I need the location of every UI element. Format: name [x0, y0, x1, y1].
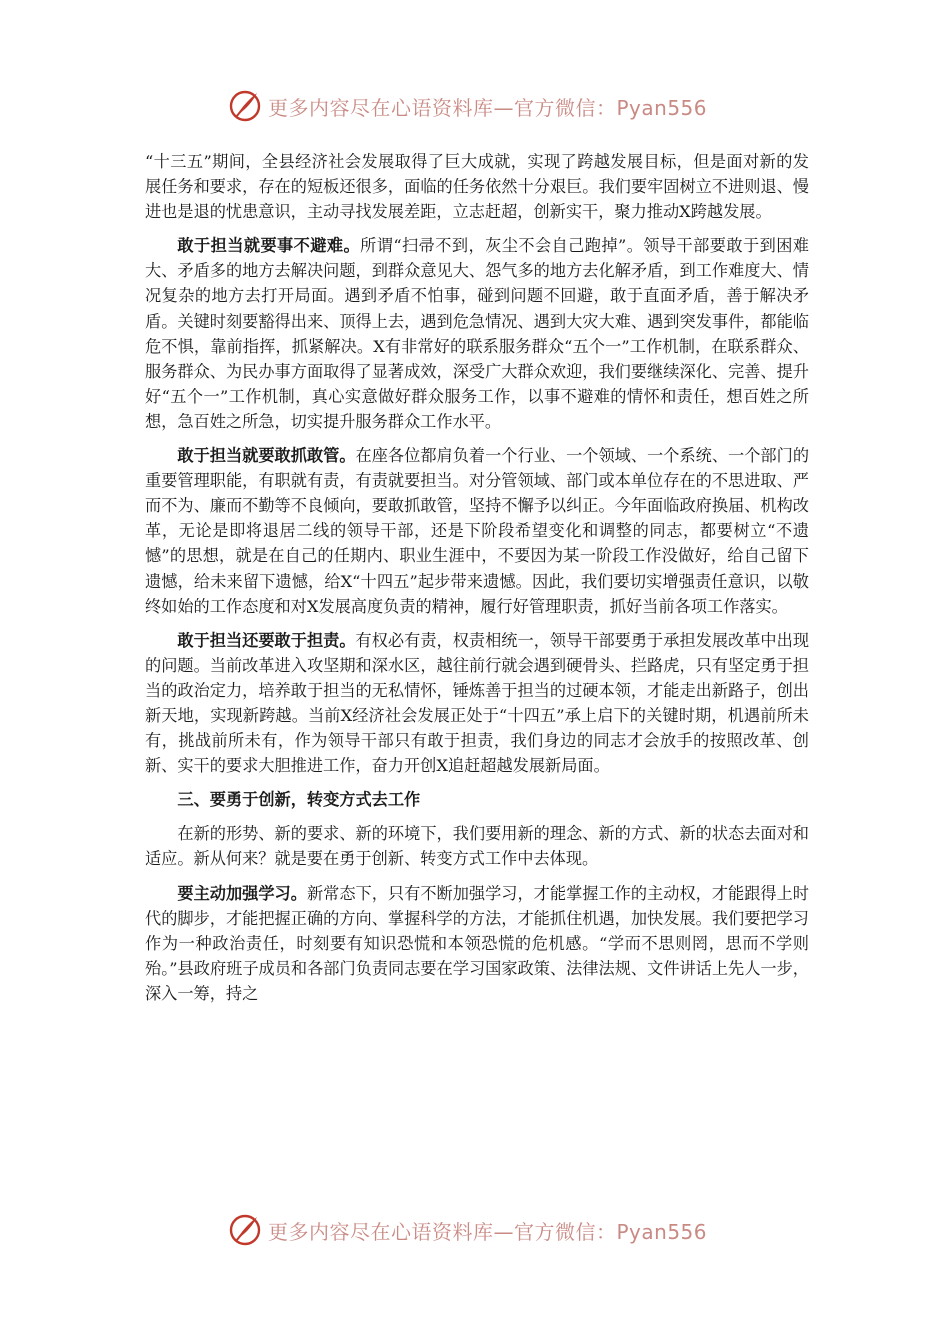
document-body: [145, 149, 809, 1015]
paragraph: 敢于担当还要敢于担责。有权必有责，权责相统一，领导干部要勇于承担发展改革中出现的问题。当前改革进入攻坚期和深水区，越往前行就会遇到硬骨头、拦路虎，只有坚定勇于担当的政治定力，培养敢于担当的无私情怀，锤炼善于担当的过硬本领，才能走出新路子，创出新天地，实现新跨越。当前X经济社会发展正处于“十四五”承上启下的关键时期，机遇前所未有，挑战前所未有，作为领导干部只有敢于担责，我们身边的同志才会放手的按照改革、创新、实干的要求大胆推进工作，奋力开创X追赶超越发展新局面。: [145, 630, 810, 776]
watermark-text: 更多内容尽在心语资料库—官方微信：Pyan556: [268, 1219, 708, 1244]
paragraph: “十三五”期间，全县经济社会发展取得了巨大成就，实现了跨越发展目标，但是面对新的发展任务和要求，存在的短板还很多，面临的任务依然十分艰巨。我们要牢固树立不进则退、慢进也是退的忧患意识，主动寻找发展差距，立志赶超，创新实干，聚力推动X跨越发展。: [145, 152, 809, 222]
paragraph-lead: 敢于担当还要敢于担责。: [177, 630, 356, 650]
quill-logo-icon: [228, 1213, 262, 1247]
paragraph-lead: 敢于担当就要事不避难。: [177, 236, 361, 256]
paragraph: 敢于担当就要事不避难。所谓“扫帚不到，灰尘不会自己跑掉”。领导干部要敢于到困难大、矛盾多的地方去解决问题，到群众意见大、怨气多的地方去化解矛盾，到工作难度大、情况复杂的地方去打开局面。遇到矛盾不怕事，碰到问题不回避，敢于直面矛盾，善于解决矛盾。关键时刻要豁得出来、顶得上去，遇到危急情况、遇到大灾大难、遇到突发事件，都能临危不惧，靠前指挥，抓紧解决。X有非常好的联系服务群众“五个一”工作机制，在联系群众、服务群众、为民办事方面取得了显著成效，深受广大群众欢迎，我们要继续深化、完善、提升好“五个一”工作机制，真心实意做好群众服务工作，以事不避难的情怀和责任，想百姓之所想，急百姓之所急，切实提升服务群众工作水平。: [145, 236, 809, 431]
paragraph: 在新的形势、新的要求、新的环境下，我们要用新的理念、新的方式、新的状态去面对和适应。新从何来？就是要在勇于创新、转变方式工作中去体现。: [145, 824, 809, 869]
paragraph: 要主动加强学习。新常态下，只有不断加强学习，才能掌握工作的主动权，才能跟得上时代的脚步，才能把握正确的方向、掌握科学的方法，才能抓住机遇，加快发展。我们要把学习作为一种政治责任，时刻要有知识恐慌和本领恐慌的危机感。“学而不思则罔，思而不学则殆。”县政府班子成员和各部门负责同志要在学习国家政策、法律法规、文件讲话上先人一步，深入一筹，持之: [145, 883, 809, 1003]
paragraph-lead: 敢于担当就要敢抓敢管。: [177, 446, 356, 466]
header-watermark: [228, 88, 728, 124]
watermark-text: 更多内容尽在心语资料库—官方微信：Pyan556: [268, 95, 708, 120]
quill-logo-icon: [228, 89, 262, 123]
paragraph-lead: 要主动加强学习。: [177, 883, 307, 903]
footer-watermark: [228, 1212, 728, 1248]
paragraph: 敢于担当就要敢抓敢管。在座各位都肩负着一个行业、一个领域、一个系统、一个部门的重要管理职能，有职就有责，有责就要担当。对分管领域、部门或本单位存在的不思进取、严而不为、廉而不勤等不良倾向，要敢抓敢管，坚持不懈予以纠正。今年面临政府换届、机构改革，无论是即将退居二线的领导干部，还是下阶段希望变化和调整的同志，都要树立“不遗憾”的思想，就是在自己的任期内、职业生涯中，不要因为某一阶段工作没做好，给自己留下遗憾，给未来留下遗憾，给X“十四五”起步带来遗憾。因此，我们要切实增强责任意识，以敬终如始的工作态度和对X发展高度负责的精神，履行好管理职责，抓好当前各项工作落实。: [145, 446, 810, 616]
section-heading: 三、要勇于创新，转变方式去工作: [177, 790, 421, 810]
